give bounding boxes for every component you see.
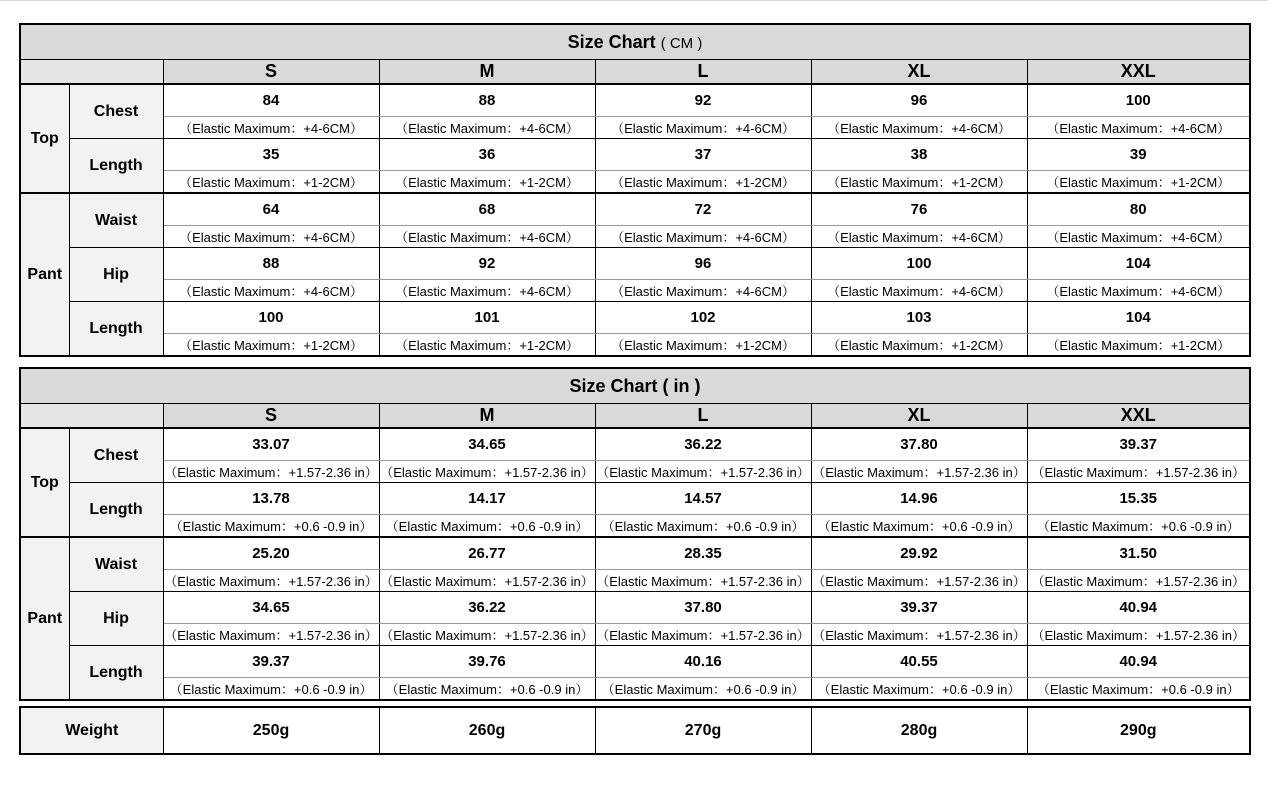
elastic-note: （Elastic Maximum：+4-6CM） bbox=[379, 226, 595, 248]
elastic-note: （Elastic Maximum：+0.6 -0.9 in） bbox=[595, 515, 811, 538]
size-header-s: S bbox=[163, 60, 379, 85]
measure-label-waist: Waist bbox=[69, 537, 163, 592]
elastic-note: （Elastic Maximum：+4-6CM） bbox=[811, 280, 1027, 302]
value-cell: 64 bbox=[163, 193, 379, 226]
value-cell: 92 bbox=[379, 248, 595, 280]
elastic-note: （Elastic Maximum：+4-6CM） bbox=[163, 226, 379, 248]
elastic-note: （Elastic Maximum：+1-2CM） bbox=[379, 334, 595, 357]
value-cell: 96 bbox=[595, 248, 811, 280]
value-cell: 34.65 bbox=[379, 428, 595, 461]
size-header-l: L bbox=[595, 404, 811, 429]
measure-label-waist: Waist bbox=[69, 193, 163, 248]
elastic-note: （Elastic Maximum：+0.6 -0.9 in） bbox=[379, 515, 595, 538]
elastic-note: （Elastic Maximum：+1.57-2.36 in） bbox=[1027, 624, 1250, 646]
chart-title-text: Size Chart bbox=[567, 31, 656, 52]
elastic-note: （Elastic Maximum：+0.6 -0.9 in） bbox=[1027, 678, 1250, 701]
value-cell: 28.35 bbox=[595, 537, 811, 570]
elastic-note: （Elastic Maximum：+1.57-2.36 in） bbox=[811, 624, 1027, 646]
value-cell: 14.96 bbox=[811, 483, 1027, 515]
elastic-note: （Elastic Maximum：+4-6CM） bbox=[1027, 117, 1250, 139]
value-cell: 34.65 bbox=[163, 592, 379, 624]
value-cell: 14.17 bbox=[379, 483, 595, 515]
chart-title-in bbox=[20, 368, 1250, 404]
value-cell: 31.50 bbox=[1027, 537, 1250, 570]
measure-label-hip: Hip bbox=[69, 592, 163, 646]
size-header-xxl: XXL bbox=[1027, 60, 1250, 85]
elastic-note: （Elastic Maximum：+4-6CM） bbox=[1027, 280, 1250, 302]
measure-label-chest: Chest bbox=[69, 84, 163, 139]
header-blank bbox=[20, 60, 163, 85]
measure-label-length: Length bbox=[69, 302, 163, 357]
section-label-pant: Pant bbox=[20, 537, 69, 700]
elastic-note: （Elastic Maximum：+4-6CM） bbox=[595, 117, 811, 139]
size-header-l: L bbox=[595, 60, 811, 85]
value-cell: 88 bbox=[163, 248, 379, 280]
value-cell: 40.94 bbox=[1027, 592, 1250, 624]
elastic-note: （Elastic Maximum：+0.6 -0.9 in） bbox=[163, 678, 379, 701]
elastic-note: （Elastic Maximum：+0.6 -0.9 in） bbox=[379, 678, 595, 701]
value-cell: 104 bbox=[1027, 302, 1250, 334]
elastic-note: （Elastic Maximum：+0.6 -0.9 in） bbox=[811, 678, 1027, 701]
elastic-note: （Elastic Maximum：+1-2CM） bbox=[595, 171, 811, 194]
elastic-note: （Elastic Maximum：+1.57-2.36 in） bbox=[379, 624, 595, 646]
value-cell: 39.37 bbox=[811, 592, 1027, 624]
size-header-xxl: XXL bbox=[1027, 404, 1250, 429]
elastic-note: （Elastic Maximum：+1-2CM） bbox=[163, 334, 379, 357]
weight-value: 290g bbox=[1027, 707, 1250, 754]
elastic-note: （Elastic Maximum：+1.57-2.36 in） bbox=[595, 461, 811, 483]
elastic-note: （Elastic Maximum：+1-2CM） bbox=[1027, 171, 1250, 194]
value-cell: 26.77 bbox=[379, 537, 595, 570]
section-label-top: Top bbox=[20, 428, 69, 537]
weight-value: 260g bbox=[379, 707, 595, 754]
weight-label: Weight bbox=[20, 707, 163, 754]
value-cell: 38 bbox=[811, 139, 1027, 171]
value-cell: 88 bbox=[379, 84, 595, 117]
elastic-note: （Elastic Maximum：+1.57-2.36 in） bbox=[595, 624, 811, 646]
elastic-note: （Elastic Maximum：+1.57-2.36 in） bbox=[379, 570, 595, 592]
elastic-note: （Elastic Maximum：+0.6 -0.9 in） bbox=[595, 678, 811, 701]
elastic-note: （Elastic Maximum：+4-6CM） bbox=[379, 280, 595, 302]
elastic-note: （Elastic Maximum：+1.57-2.36 in） bbox=[379, 461, 595, 483]
value-cell: 39 bbox=[1027, 139, 1250, 171]
value-cell: 35 bbox=[163, 139, 379, 171]
value-cell: 84 bbox=[163, 84, 379, 117]
measure-label-chest: Chest bbox=[69, 428, 163, 483]
size-chart-cm bbox=[19, 23, 1251, 357]
elastic-note: （Elastic Maximum：+0.6 -0.9 in） bbox=[811, 515, 1027, 538]
value-cell: 29.92 bbox=[811, 537, 1027, 570]
size-header-xl: XL bbox=[811, 404, 1027, 429]
chart-title-text: Size Chart bbox=[569, 375, 658, 396]
elastic-note: （Elastic Maximum：+1-2CM） bbox=[595, 334, 811, 357]
elastic-note: （Elastic Maximum：+1.57-2.36 in） bbox=[1027, 461, 1250, 483]
elastic-note: （Elastic Maximum：+4-6CM） bbox=[163, 117, 379, 139]
section-label-top: Top bbox=[20, 84, 69, 193]
value-cell: 25.20 bbox=[163, 537, 379, 570]
elastic-note: （Elastic Maximum：+1.57-2.36 in） bbox=[811, 461, 1027, 483]
value-cell: 36 bbox=[379, 139, 595, 171]
elastic-note: （Elastic Maximum：+4-6CM） bbox=[1027, 226, 1250, 248]
weight-value: 250g bbox=[163, 707, 379, 754]
value-cell: 100 bbox=[1027, 84, 1250, 117]
elastic-note: （Elastic Maximum：+1.57-2.36 in） bbox=[811, 570, 1027, 592]
elastic-note: （Elastic Maximum：+4-6CM） bbox=[163, 280, 379, 302]
value-cell: 36.22 bbox=[379, 592, 595, 624]
value-cell: 37.80 bbox=[811, 428, 1027, 461]
value-cell: 15.35 bbox=[1027, 483, 1250, 515]
elastic-note: （Elastic Maximum：+4-6CM） bbox=[595, 280, 811, 302]
size-header-m: M bbox=[379, 60, 595, 85]
elastic-note: （Elastic Maximum：+1-2CM） bbox=[163, 171, 379, 194]
value-cell: 39.76 bbox=[379, 646, 595, 678]
elastic-note: （Elastic Maximum：+0.6 -0.9 in） bbox=[1027, 515, 1250, 538]
value-cell: 40.94 bbox=[1027, 646, 1250, 678]
value-cell: 100 bbox=[163, 302, 379, 334]
measure-label-length: Length bbox=[69, 139, 163, 194]
elastic-note: （Elastic Maximum：+4-6CM） bbox=[811, 117, 1027, 139]
value-cell: 80 bbox=[1027, 193, 1250, 226]
elastic-note: （Elastic Maximum：+0.6 -0.9 in） bbox=[163, 515, 379, 538]
value-cell: 40.55 bbox=[811, 646, 1027, 678]
value-cell: 104 bbox=[1027, 248, 1250, 280]
header-blank bbox=[20, 404, 163, 429]
elastic-note: （Elastic Maximum：+1-2CM） bbox=[379, 171, 595, 194]
value-cell: 100 bbox=[811, 248, 1027, 280]
weight-value: 270g bbox=[595, 707, 811, 754]
value-cell: 76 bbox=[811, 193, 1027, 226]
size-header-xl: XL bbox=[811, 60, 1027, 85]
section-label-pant: Pant bbox=[20, 193, 69, 356]
value-cell: 37.80 bbox=[595, 592, 811, 624]
chart-title-cm bbox=[20, 24, 1250, 60]
size-chart-in bbox=[19, 367, 1251, 701]
elastic-note: （Elastic Maximum：+4-6CM） bbox=[379, 117, 595, 139]
elastic-note: （Elastic Maximum：+4-6CM） bbox=[811, 226, 1027, 248]
elastic-note: （Elastic Maximum：+1.57-2.36 in） bbox=[163, 570, 379, 592]
measure-label-hip: Hip bbox=[69, 248, 163, 302]
weight-value: 280g bbox=[811, 707, 1027, 754]
measure-label-length: Length bbox=[69, 646, 163, 701]
weight-table bbox=[19, 706, 1251, 755]
value-cell: 92 bbox=[595, 84, 811, 117]
elastic-note: （Elastic Maximum：+1-2CM） bbox=[1027, 334, 1250, 357]
value-cell: 36.22 bbox=[595, 428, 811, 461]
size-header-s: S bbox=[163, 404, 379, 429]
elastic-note: （Elastic Maximum：+4-6CM） bbox=[595, 226, 811, 248]
value-cell: 39.37 bbox=[163, 646, 379, 678]
elastic-note: （Elastic Maximum：+1-2CM） bbox=[811, 334, 1027, 357]
value-cell: 39.37 bbox=[1027, 428, 1250, 461]
value-cell: 33.07 bbox=[163, 428, 379, 461]
value-cell: 102 bbox=[595, 302, 811, 334]
elastic-note: （Elastic Maximum：+1-2CM） bbox=[811, 171, 1027, 194]
value-cell: 103 bbox=[811, 302, 1027, 334]
measure-label-length: Length bbox=[69, 483, 163, 538]
value-cell: 96 bbox=[811, 84, 1027, 117]
elastic-note: （Elastic Maximum：+1.57-2.36 in） bbox=[163, 461, 379, 483]
value-cell: 14.57 bbox=[595, 483, 811, 515]
value-cell: 72 bbox=[595, 193, 811, 226]
elastic-note: （Elastic Maximum：+1.57-2.36 in） bbox=[163, 624, 379, 646]
value-cell: 37 bbox=[595, 139, 811, 171]
top-divider bbox=[0, 0, 1268, 1]
chart-title-unit: ( CM ) bbox=[660, 34, 703, 52]
value-cell: 101 bbox=[379, 302, 595, 334]
value-cell: 68 bbox=[379, 193, 595, 226]
elastic-note: （Elastic Maximum：+1.57-2.36 in） bbox=[595, 570, 811, 592]
value-cell: 40.16 bbox=[595, 646, 811, 678]
value-cell: 13.78 bbox=[163, 483, 379, 515]
elastic-note: （Elastic Maximum：+1.57-2.36 in） bbox=[1027, 570, 1250, 592]
chart-title-unit: ( in ) bbox=[662, 375, 701, 396]
size-header-m: M bbox=[379, 404, 595, 429]
